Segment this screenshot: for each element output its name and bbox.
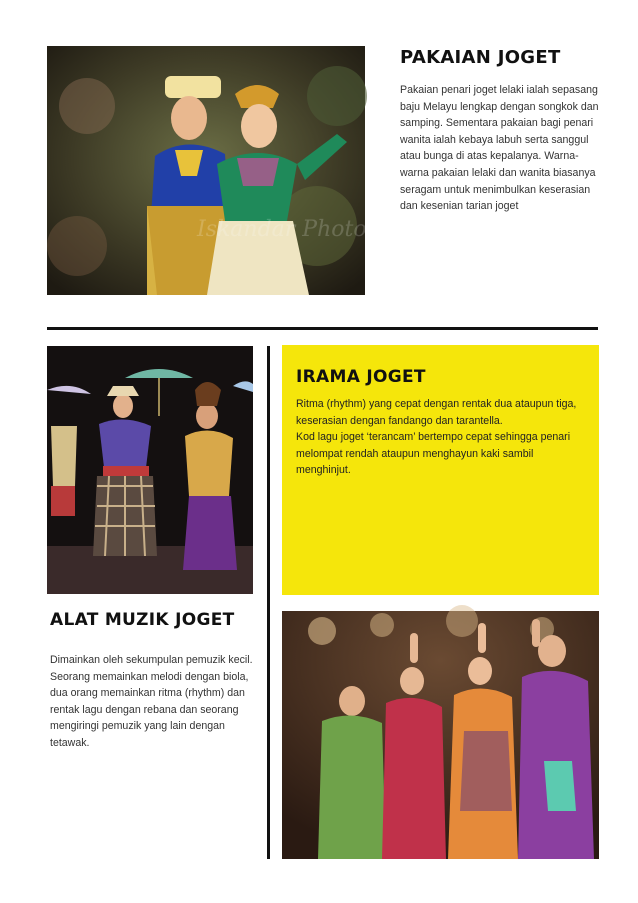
irama-joget-paragraph-2: Kod lagu joget ‘terancam’ bertempo cepat sehingga penari melompat rendah ataupun menghayun kaki sambil menghinjut. (296, 431, 571, 477)
pakaian-joget-title: PAKAIAN JOGET (400, 47, 561, 68)
horizontal-divider (47, 327, 598, 330)
pakaian-joget-text: Pakaian penari joget lelaki ialah sepasang baju Melayu lengkap dengan songkok dan samping. Sementara pakaian bagi penari wanita ialah kebaya labuh serta sanggul atau bunga di atas kepalanya. Warna-warna pakaian lelaki dan wanita biasanya seragam untuk menimbulkan keserasian dan kesenian tarian joget (400, 84, 599, 213)
women-dancers-photo (282, 611, 599, 859)
irama-joget-text (296, 396, 586, 479)
stage-dancers-photo (47, 346, 253, 594)
irama-joget-title: IRAMA JOGET (296, 367, 426, 387)
alat-muzik-joget-title: ALAT MUZIK JOGET (50, 610, 235, 630)
couple-costume-photo (47, 46, 446, 295)
vertical-divider (267, 346, 270, 859)
irama-joget-paragraph-1: Ritma (rhythm) yang cepat dengan rentak dua ataupun tiga, keserasian dengan fandango dan tarantella. (296, 398, 577, 427)
alat-muzik-joget-text: Dimainkan oleh sekumpulan pemuzik kecil. Seorang memainkan melodi dengan biola, dua orang memainkan ritma (rhythm) dan rentak lagu dengan rebana dan seorang mengiringi pemuzik yang lain dengan tetawak. (50, 654, 253, 749)
photo-watermark: Iskandar Photography (197, 217, 446, 242)
